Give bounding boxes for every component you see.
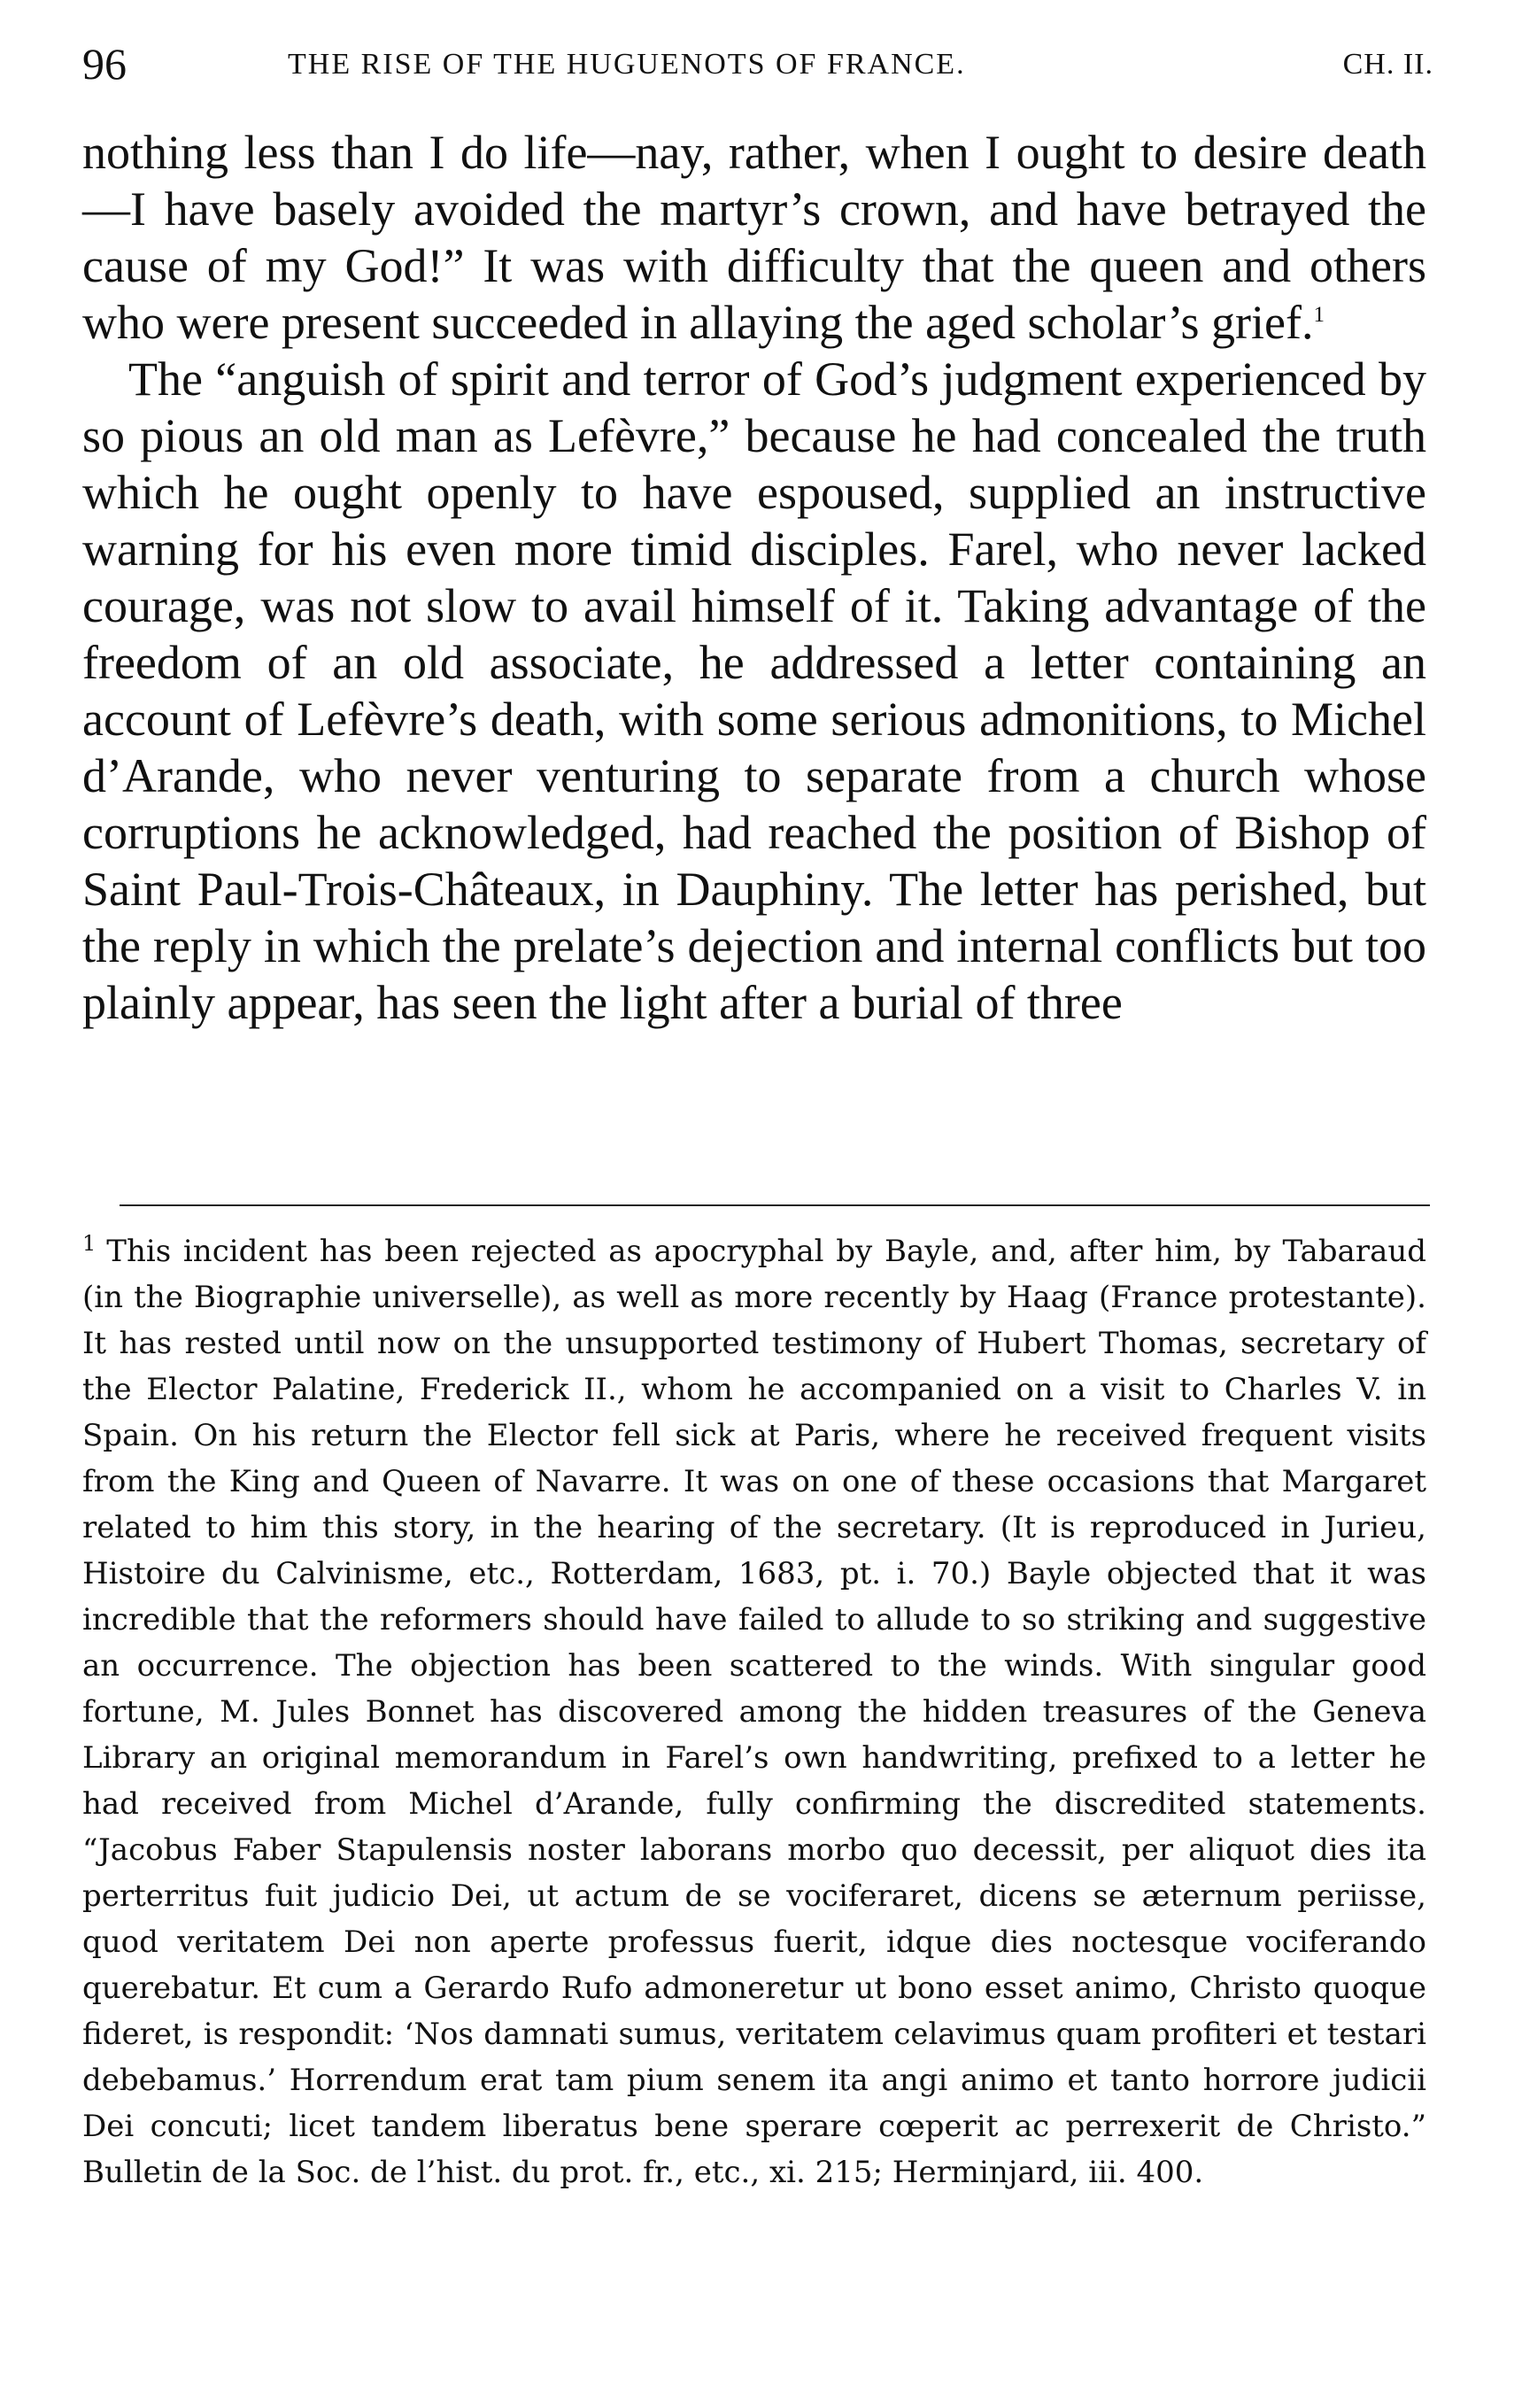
page-header — [82, 37, 1433, 90]
paragraph-2: The “anguish of spirit and terror of God’s judgment experienced by so pious an old man as Lefèvre,” because he had concealed the truth which he ought openly to have espoused, supplied an instructive warning for his even more timid disciples. Farel, who never lacked courage, was not slow to avail himself of it. Taking advantage of the freedom of an old associate, he addressed a letter containing an account of Lefèvre’s death, with some serious admonitions, to Michel d’Arande, who never venturing to separate from a church whose corruptions he acknowledged, had reached the position of Bishop of Saint Paul-Trois-Châteaux, in Dauphiny. The letter has perished, but the reply in which the prelate’s dejection and internal conflicts but too plainly appear, has seen the light after a burial of three — [82, 352, 1426, 1029]
main-text — [82, 124, 1426, 1031]
footnote — [82, 1228, 1426, 2195]
footnote-reference: 1 — [1313, 303, 1325, 327]
footnote-marker: 1 — [82, 1230, 97, 1256]
footnote-text: This incident has been rejected as apocryphal by Bayle, and, after him, by Tabaraud (in the Biographie universelle), as well as more recently by Haag (France protestante). It has rested until now on the unsupported testimony of Hubert Thomas, secretary of the Elector Palatine, Frederick II., whom he accompanied on a visit to Charles V. in Spain. On his return the Elector fell sick at Paris, where he received frequent visits from the King and Queen of Navarre. It was on one of these occasions that Margaret related to him this story, in the hearing of the secretary. (It is reproduced in Jurieu, Histoire du Calvinisme, etc., Rotterdam, 1683, pt. i. 70.) Bayle objected that it was incredible that the reformers should have failed to allude to so striking and suggestive an occurrence. The objection has been scattered to the winds. With singular good fortune, M. Jules Bonnet has discovered among the hidden treasures of the Geneva Library an original memorandum in Farel’s own handwriting, prefixed to a letter he had received from Michel d’Arande, fully confirming the discredited statements. “Jacobus Faber Stapulensis noster laborans morbo quo decessit, per aliquot dies ita perterritus fuit judicio Dei, ut actum de se vociferaret, dicens se æternum periisse, quod veritatem Dei non aperte professus fuerit, idque dies noctesque vociferando querebatur. Et cum a Gerardo Rufo admoneretur ut bono esset animo, Christo quoque fideret, is respondit: ‘Nos damnati sumus, veritatem celavimus quam profiteri et testari debebamus.’ Horrendum erat tam pium senem ita angi animo et tanto horrore judicii Dei concuti; licet tandem liberatus bene sperare cœperit ac perrexerit de Christo.” Bulletin de la Soc. de l’hist. du prot. fr., etc., xi. 215; Herminjard, iii. 400. — [82, 1234, 1426, 2190]
footnote-divider — [120, 1204, 1430, 1206]
running-title: THE RISE OF THE HUGUENOTS OF FRANCE. — [288, 48, 966, 81]
chapter-mark: CH. II. — [1342, 48, 1433, 81]
page-number: 96 — [82, 39, 127, 89]
paragraph-1-text: nothing less than I do life—nay, rather, when I ought to desire death—I have basely avoided the martyr’s crown, and have betrayed the cause of my God!” It was with difficulty that the queen and others who were present succeeded in allaying the aged scholar’s grief. — [82, 126, 1426, 349]
paragraph-1 — [82, 124, 1426, 351]
